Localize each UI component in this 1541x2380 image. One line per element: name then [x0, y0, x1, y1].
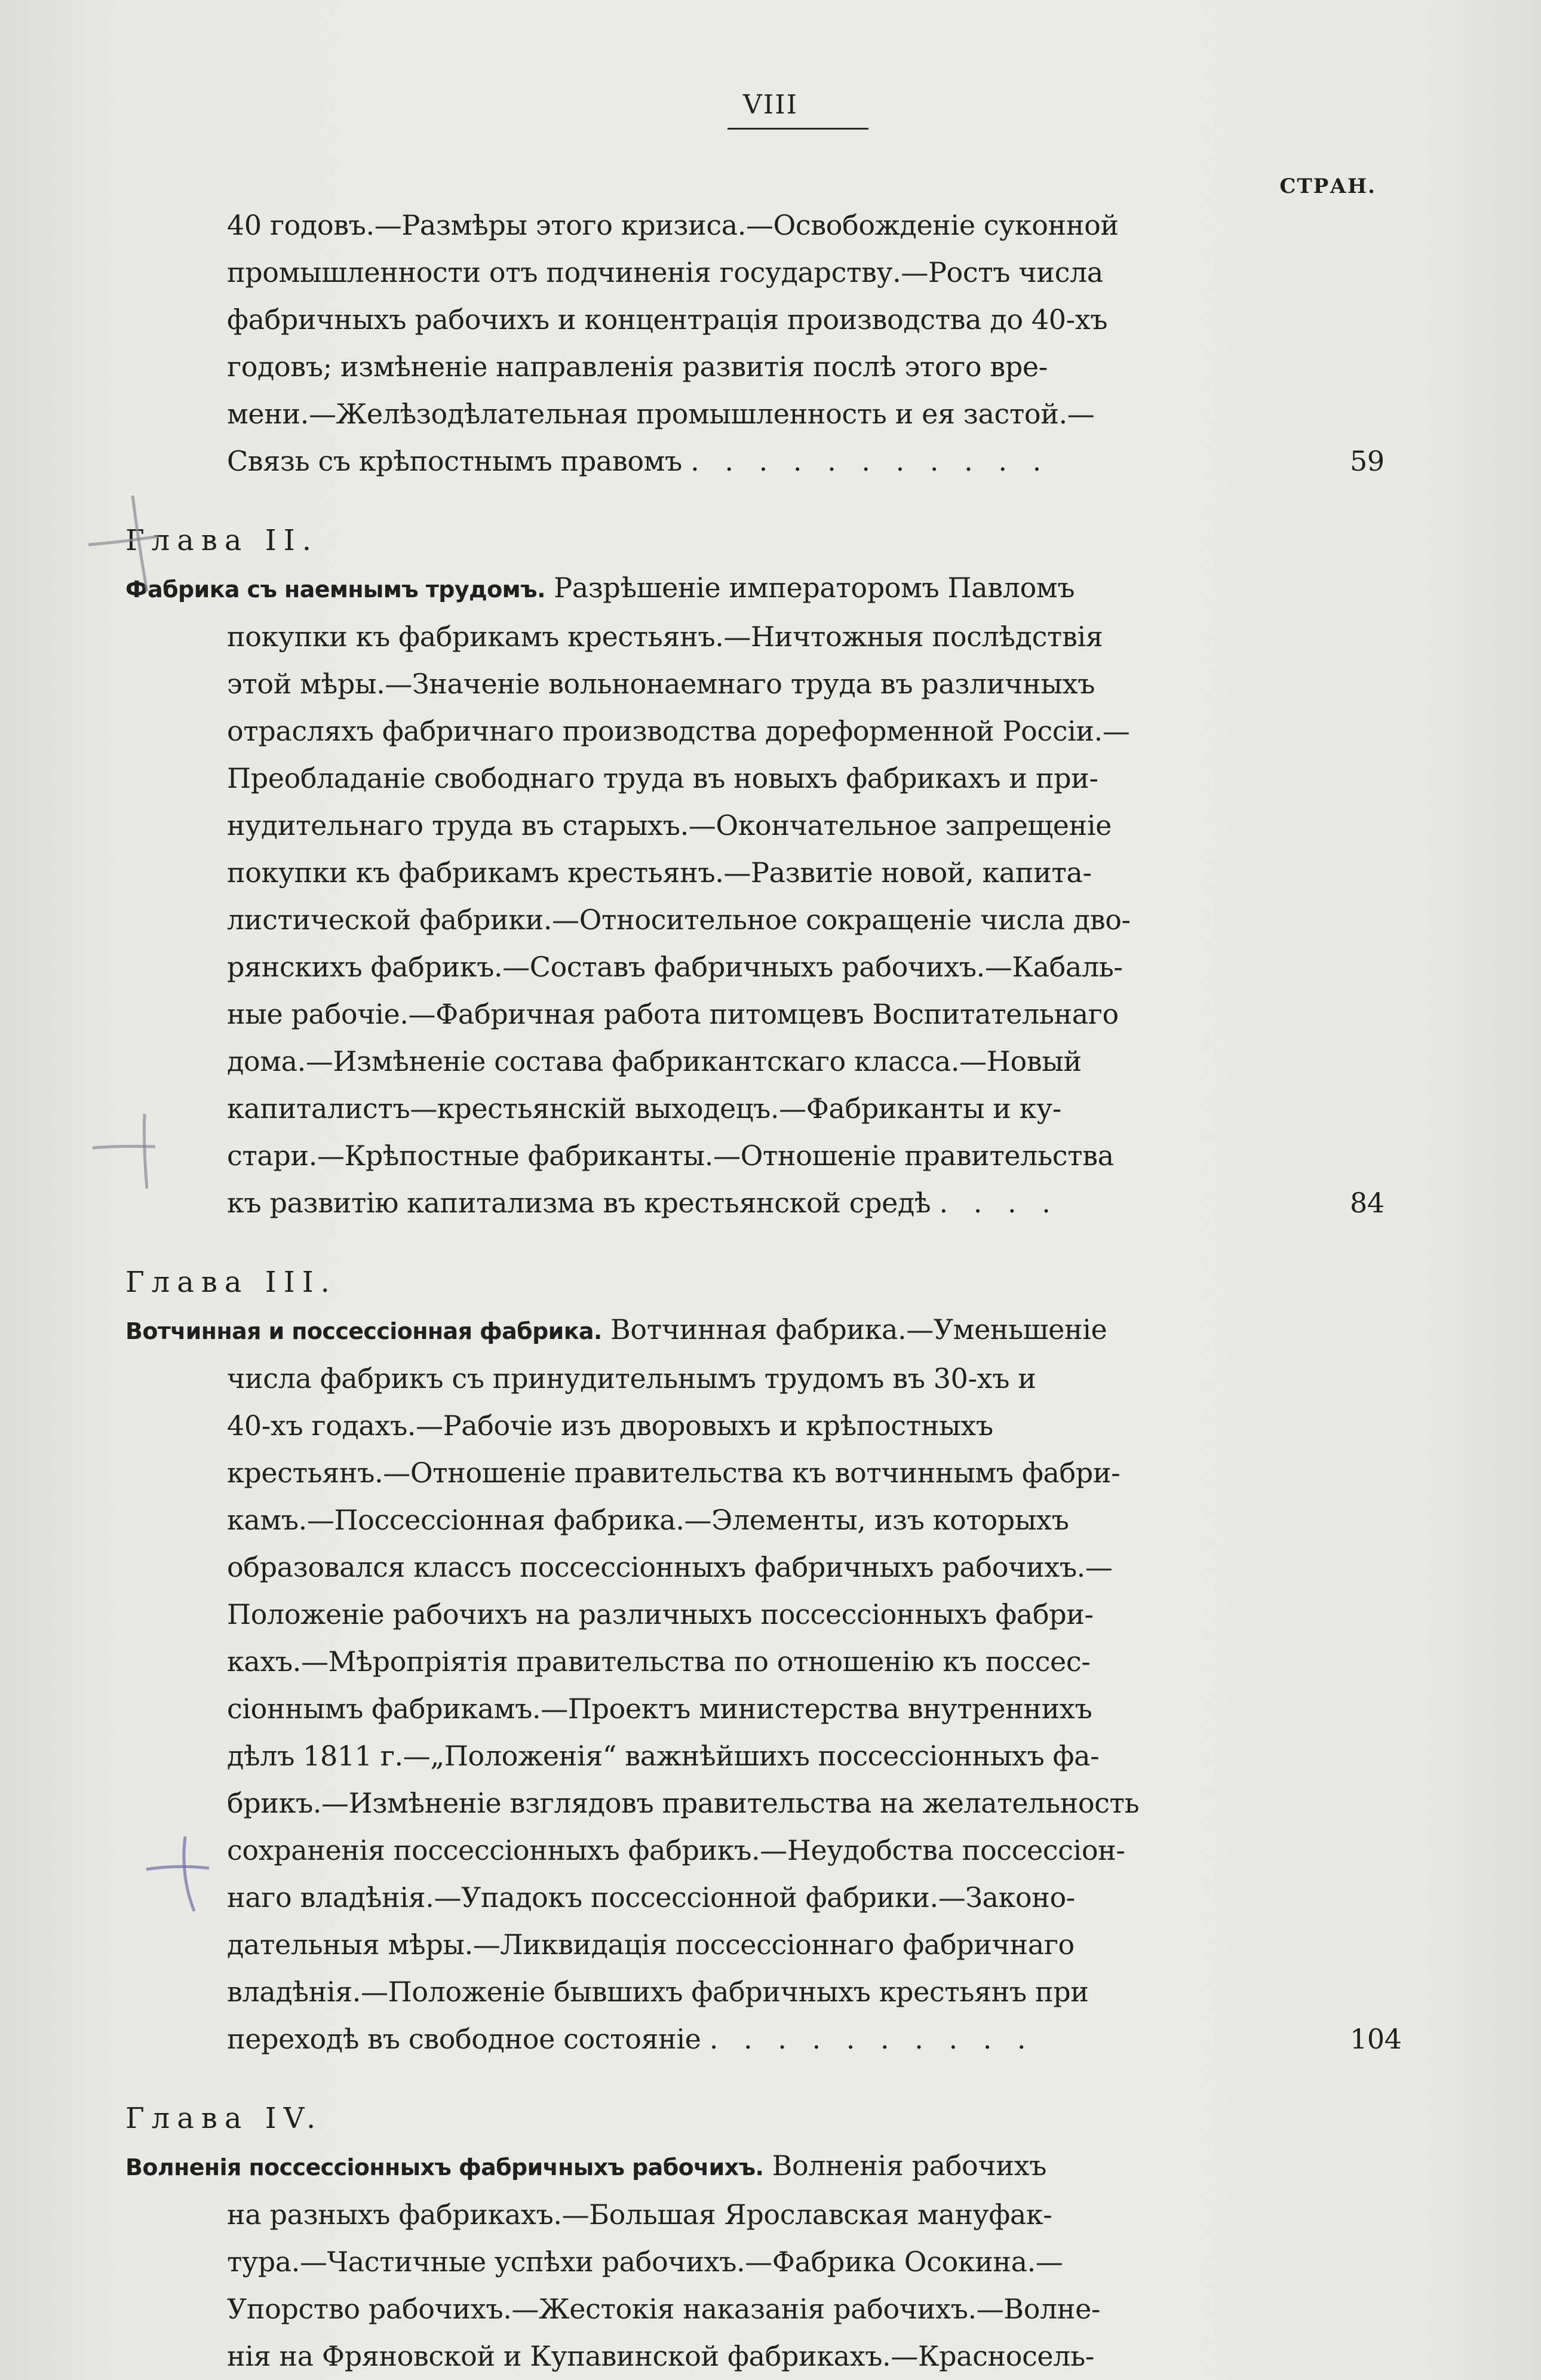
entry-line: кахъ.—Мѣропріятія правительства по отношенію къ поссес- [227, 1645, 1091, 1678]
page-number-rule [727, 128, 868, 130]
page-ref: 59 [1350, 445, 1385, 477]
entry-line: Преобладаніе свободнаго труда въ новыхъ фабрикахъ и при- [227, 762, 1098, 794]
entry-line: дательныя мѣры.—Ликвидація поссессіоннаго фабричнаго [227, 1928, 1075, 1961]
entry-line: дѣлъ 1811 г.—„Положенія“ важнѣйшихъ поссессіонныхъ фа- [227, 1740, 1100, 1772]
page-number: VIII [743, 90, 798, 120]
entry-line: этой мѣры.—Значеніе вольнонаемнаго труда въ различныхъ [227, 668, 1095, 700]
entry-line: Упорство рабочихъ.—Жестокія наказанія рабочихъ.—Волне- [227, 2293, 1101, 2325]
entry-line: брикъ.—Измѣненіе взглядовъ правительства на желательность [227, 1787, 1140, 1819]
entry-first-line: Волненія поссессіонныхъ фабричныхъ рабочихъ. Волненія рабочихъ [125, 2149, 1046, 2182]
entry-line: ные рабочіе.—Фабричная работа питомцевъ Воспитательнаго [227, 998, 1119, 1030]
leader-dots: . . . . [939, 1187, 1059, 1219]
entry-line: образовался классъ поссессіонныхъ фабричныхъ рабочихъ.— [227, 1551, 1113, 1583]
chapter-title: Фабрика съ наемнымъ трудомъ. [125, 576, 545, 603]
entry-line: промышленности отъ подчиненія государству.—Ростъ числа [227, 256, 1103, 288]
entry-last-line: Связь съ крѣпостнымъ правомъ . . . . . . . . . . . 59 [227, 438, 1302, 485]
entry-line: камъ.—Поссессіонная фабрика.—Элементы, изъ которыхъ [227, 1504, 1069, 1536]
entry-line: листической фабрики.—Относительное сокращеніе числа дво- [227, 904, 1131, 936]
entry-line: на разныхъ фабрикахъ.—Большая Ярославская мануфак- [227, 2198, 1052, 2231]
entry-line: владѣнія.—Положеніе бывшихъ фабричныхъ крестьянъ при [227, 1976, 1089, 2008]
entry-line: крестьянъ.—Отношеніе правительства къ вотчиннымъ фабри- [227, 1457, 1121, 1489]
entry-line: числа фабрикъ съ принудительнымъ трудомъ въ 30-хъ и [227, 1362, 1036, 1395]
entry-line: мени.—Желѣзодѣлательная промышленность и ея застой.— [227, 398, 1095, 430]
entry-line: покупки къ фабрикамъ крестьянъ.—Развитіе новой, капита- [227, 856, 1092, 889]
pencil-cross-mark-icon [143, 1834, 215, 1917]
leader-dots: . . . . . . . . . . [709, 2023, 1035, 2055]
chapter-heading: Глава IV. [125, 2102, 323, 2135]
entry-line: стари.—Крѣпостные фабриканты.—Отношеніе правительства [227, 1140, 1114, 1172]
chapter-entry [125, 564, 1385, 1227]
column-label: СТРАН. [1279, 174, 1376, 198]
table-of-contents [125, 202, 1402, 2380]
entry-first-line: Вотчинная и поссессіонная фабрика. Вотчинная фабрика.—Уменьшеніе [125, 1313, 1107, 1346]
entry-line: 40 годовъ.—Размѣры этого кризиса.—Освобожденіе суконной [227, 209, 1119, 241]
entry-line: годовъ; измѣненіе направленія развитія послѣ этого вре- [227, 351, 1048, 383]
entry-line: 40-хъ годахъ.—Рабочіе изъ дворовыхъ и крѣпостныхъ [227, 1409, 993, 1442]
chapter-block [125, 2095, 1302, 2380]
entry-line: нудительнаго труда въ старыхъ.—Окончательное запрещеніе [227, 809, 1112, 842]
chapter-title: Вотчинная и поссессіонная фабрика. [125, 1318, 602, 1344]
entry-line: дома.—Измѣненіе состава фабрикантскаго класса.—Новый [227, 1045, 1082, 1077]
pencil-cross-mark-icon [90, 1111, 161, 1194]
entry-line: тура.—Частичные успѣхи рабочихъ.—Фабрика Осокина.— [227, 2246, 1063, 2278]
continuation-entry [227, 202, 1385, 485]
entry-last-line: переходѣ въ свободное состояніе . . . . . . . . . . 104 [227, 2016, 1302, 2063]
entry-line: наго владѣнія.—Упадокъ поссессіонной фабрики.—Законо- [227, 1881, 1075, 1914]
entry-line: отрасляхъ фабричнаго производства дореформенной Россіи.— [227, 715, 1130, 747]
entry-line: покупки къ фабрикамъ крестьянъ.—Ничтожныя послѣдствія [227, 621, 1103, 653]
chapter-entry [125, 2142, 1302, 2380]
entry-last-line: къ развитію капитализма въ крестьянской средѣ . . . . 84 [227, 1180, 1302, 1227]
entry-line: сіоннымъ фабрикамъ.—Проектъ министерства внутреннихъ [227, 1693, 1092, 1725]
chapter-title: Волненія поссессіонныхъ фабричныхъ рабочихъ. [125, 2154, 764, 2181]
chapter-block [125, 1259, 1402, 2063]
entry-line: рянскихъ фабрикъ.—Составъ фабричныхъ рабочихъ.—Кабаль- [227, 951, 1123, 983]
entry-line: фабричныхъ рабочихъ и концентрація производства до 40-хъ [227, 303, 1108, 336]
chapter-entry [125, 1306, 1402, 2063]
page-ref: 84 [1350, 1187, 1385, 1219]
chapter-block [125, 517, 1385, 1227]
entry-line: Положеніе рабочихъ на различныхъ поссессіонныхъ фабри- [227, 1598, 1094, 1630]
entry-line: капиталистъ—крестьянскій выходецъ.—Фабриканты и ку- [227, 1092, 1061, 1125]
chapter-heading: Глава III. [125, 1266, 337, 1299]
entry-first-line: Фабрика съ наемнымъ трудомъ. Разрѣшеніе императоромъ Павломъ [125, 572, 1075, 604]
chapter-heading: Глава II. [125, 524, 318, 557]
entry-line: сохраненія поссессіонныхъ фабрикъ.—Неудобства поссессіон- [227, 1834, 1125, 1866]
page-ref: 104 [1350, 2023, 1402, 2055]
leader-dots: . . . . . . . . . . . [690, 445, 1050, 477]
entry-line: нія на Фряновской и Купавинской фабрикахъ.—Красносель- [227, 2340, 1094, 2372]
